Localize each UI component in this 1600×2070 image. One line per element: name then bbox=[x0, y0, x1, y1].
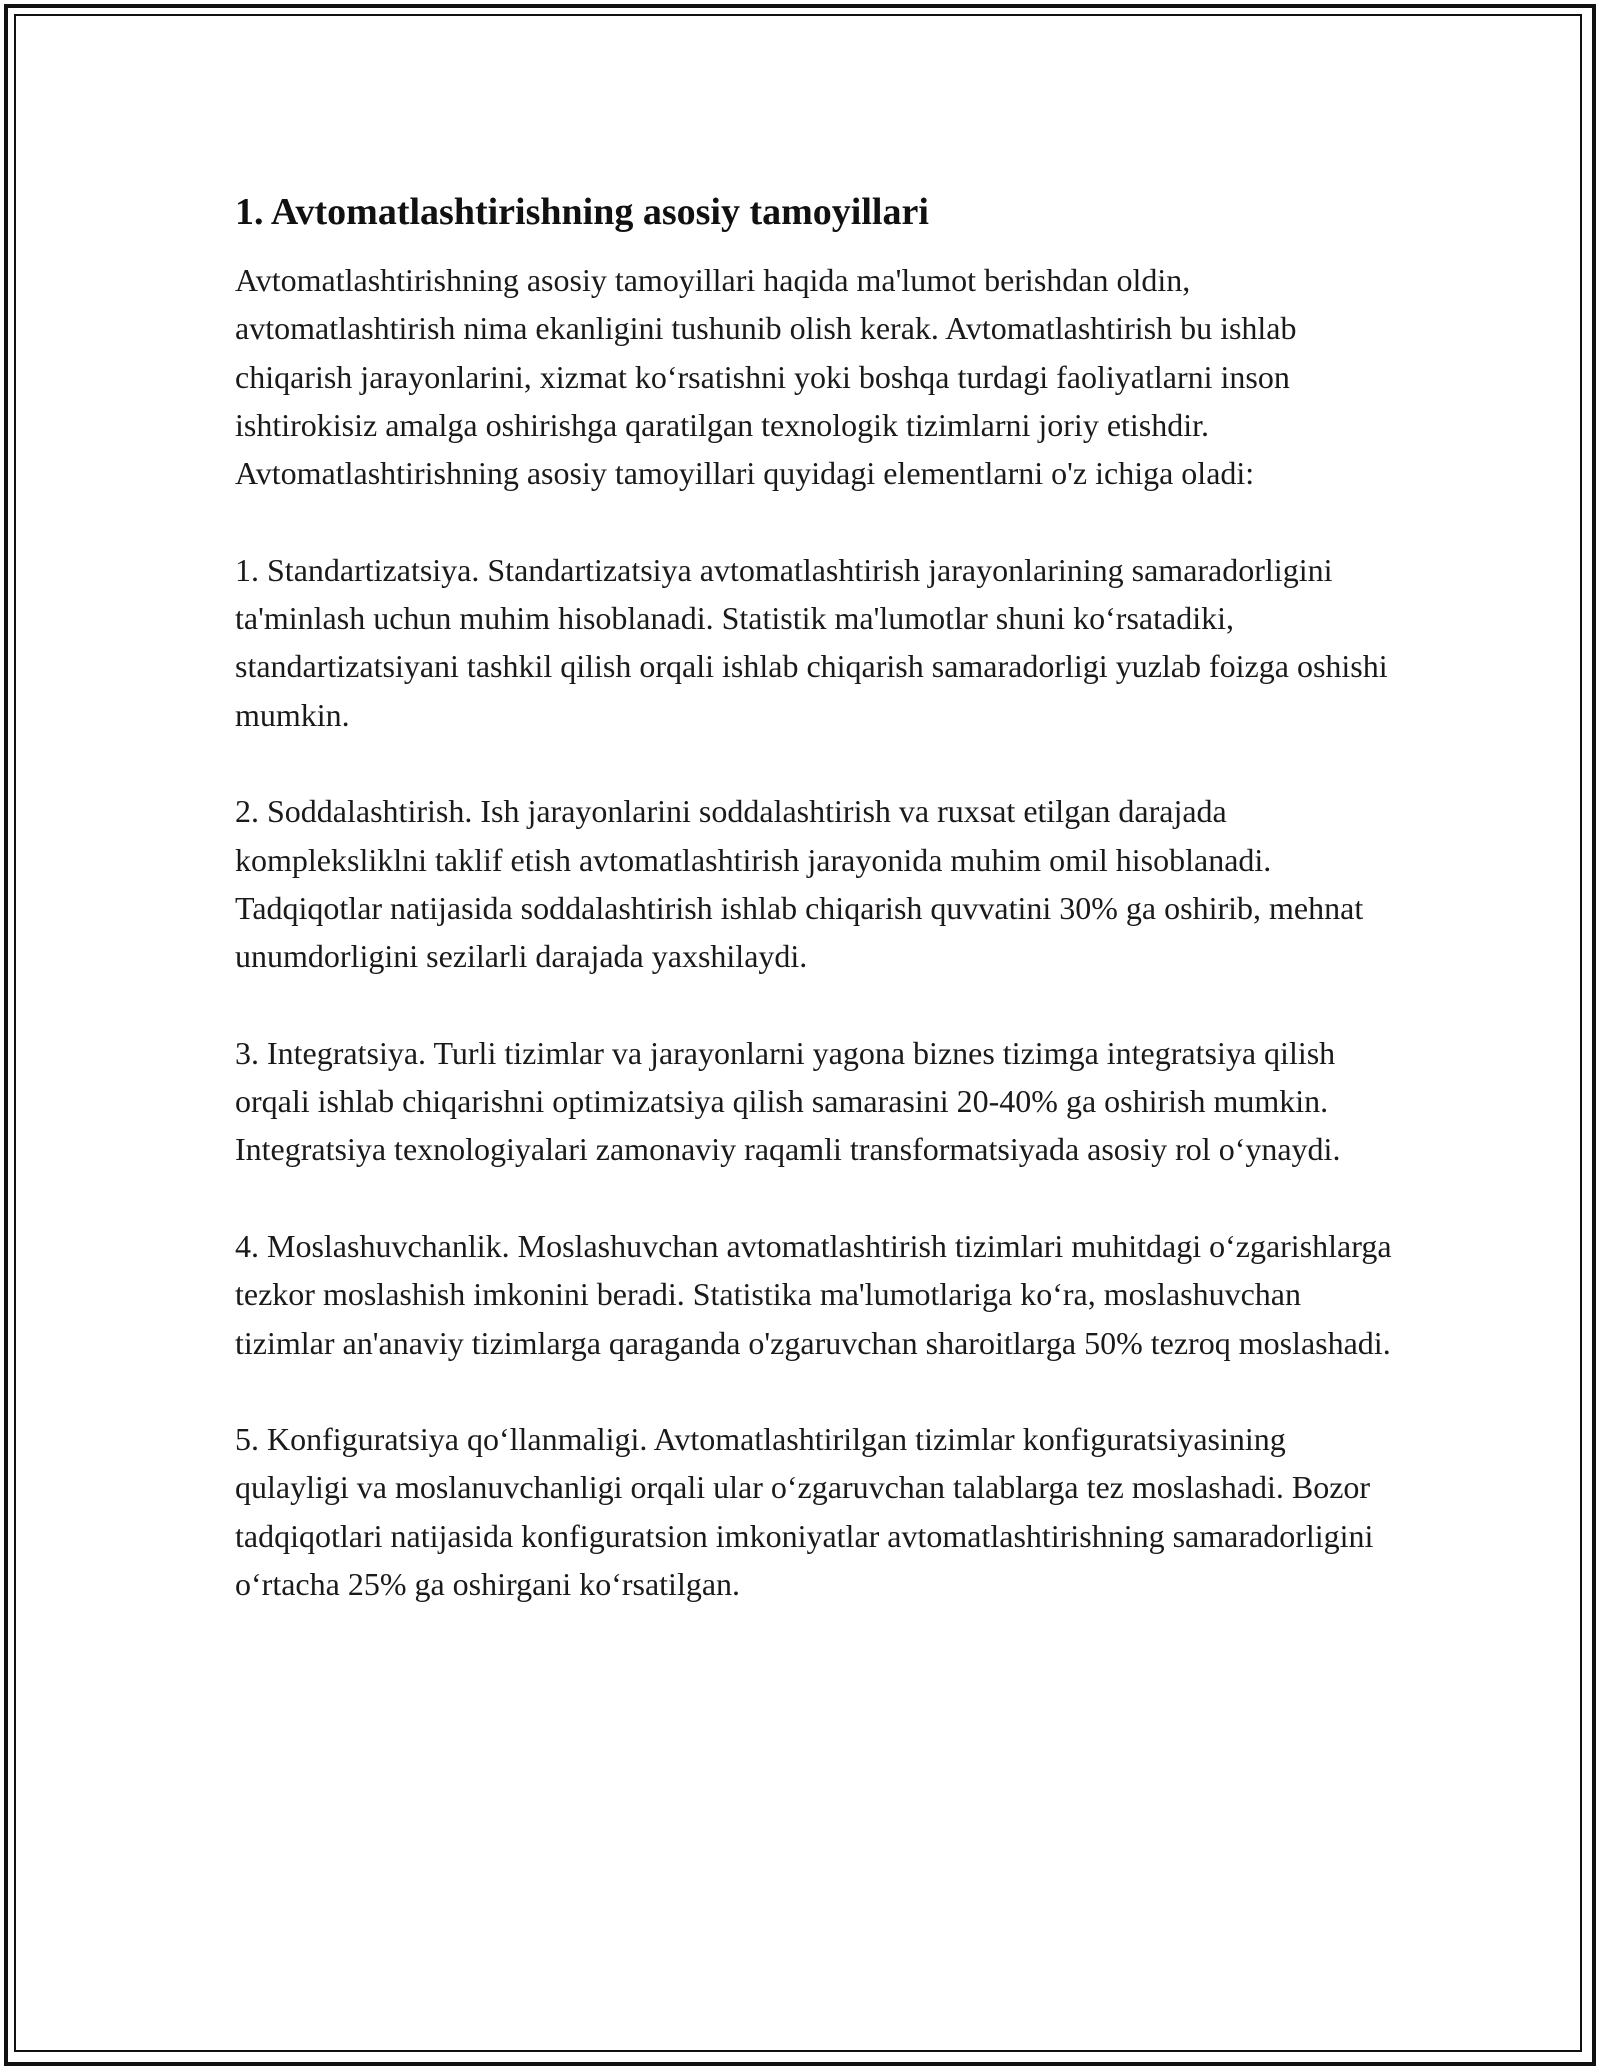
section-heading: 1. Avtomatlashtirishning asosiy tamoyillari bbox=[235, 191, 929, 233]
paragraph-standartizatsiya: 1. Standartizatsiya. Standartizatsiya avtomatlashtirish jarayonlarining samaradorligini ta'minlash uchun muhim hisoblanadi. Statistik ma'lumotlar shuni koʻrsatadiki, standartizatsiyani tashkil qilish orqali ishlab chiqarish samaradorligi yuzlab foizga oshishi mumkin. bbox=[235, 551, 1388, 733]
intro-paragraph: Avtomatlashtirishning asosiy tamoyillari haqida ma'lumot berishdan oldin, avtomatlashtirish nima ekanligini tushunib olish kerak. Avtomatlashtirish bu ishlab chiqarish jarayonlarini, xizmat koʻrsatishni yoki boshqa turdagi faoliyatlarni inson ishtirokisiz amalga oshirishga qaratilgan texnologik tizimlarni joriy etishdir. Avtomatlashtirishning asosiy tamoyillari quyidagi elementlarni o'z ichiga oladi: bbox=[235, 262, 1297, 492]
document-body bbox=[235, 186, 1395, 1657]
paragraph-konfiguratsiya: 5. Konfiguratsiya qoʻllanmaligi. Avtomatlashtirilgan tizimlar konfiguratsiyasining qulayligi va moslanuvchanligi orqali ular oʻzgaruvchan talablarga tez moslashadi. Bozor tadqiqotlari natijasida konfiguratsion imkoniyatlar avtomatlashtirishning samaradorligini oʻrtacha 25% ga oshirgani koʻrsatilgan. bbox=[235, 1421, 1374, 1603]
paragraph-soddalashtirish: 2. Soddalashtirish. Ish jarayonlarini soddalashtirish va ruxsat etilgan darajada kompleksliklni taklif etish avtomatlashtirish jarayonida muhim omil hisoblanadi. Tadqiqotlar natijasida soddalashtirish ishlab chiqarish quvvatini 30% ga oshirib, mehnat unumdorligini sezilarli darajada yaxshilaydi. bbox=[235, 793, 1364, 975]
paragraph-moslashuvchanlik: 4. Moslashuvchanlik. Moslashuvchan avtomatlashtirish tizimlari muhitdagi oʻzgarishlarga tezkor moslashish imkonini beradi. Statistika ma'lumotlariga koʻra, moslashuvchan tizimlar an'anaviy tizimlarga qaraganda o'zgaruvchan sharoitlarga 50% tezroq moslashadi. bbox=[235, 1227, 1392, 1361]
paragraph-integratsiya: 3. Integratsiya. Turli tizimlar va jarayonlarni yagona biznes tizimga integratsiya qilish orqali ishlab chiqarishni optimizatsiya qilish samarasini 20-40% ga oshirish mumkin. Integratsiya texnologiyalari zamonaviy raqamli transformatsiyada asosiy rol oʻynaydi. bbox=[235, 1034, 1341, 1168]
